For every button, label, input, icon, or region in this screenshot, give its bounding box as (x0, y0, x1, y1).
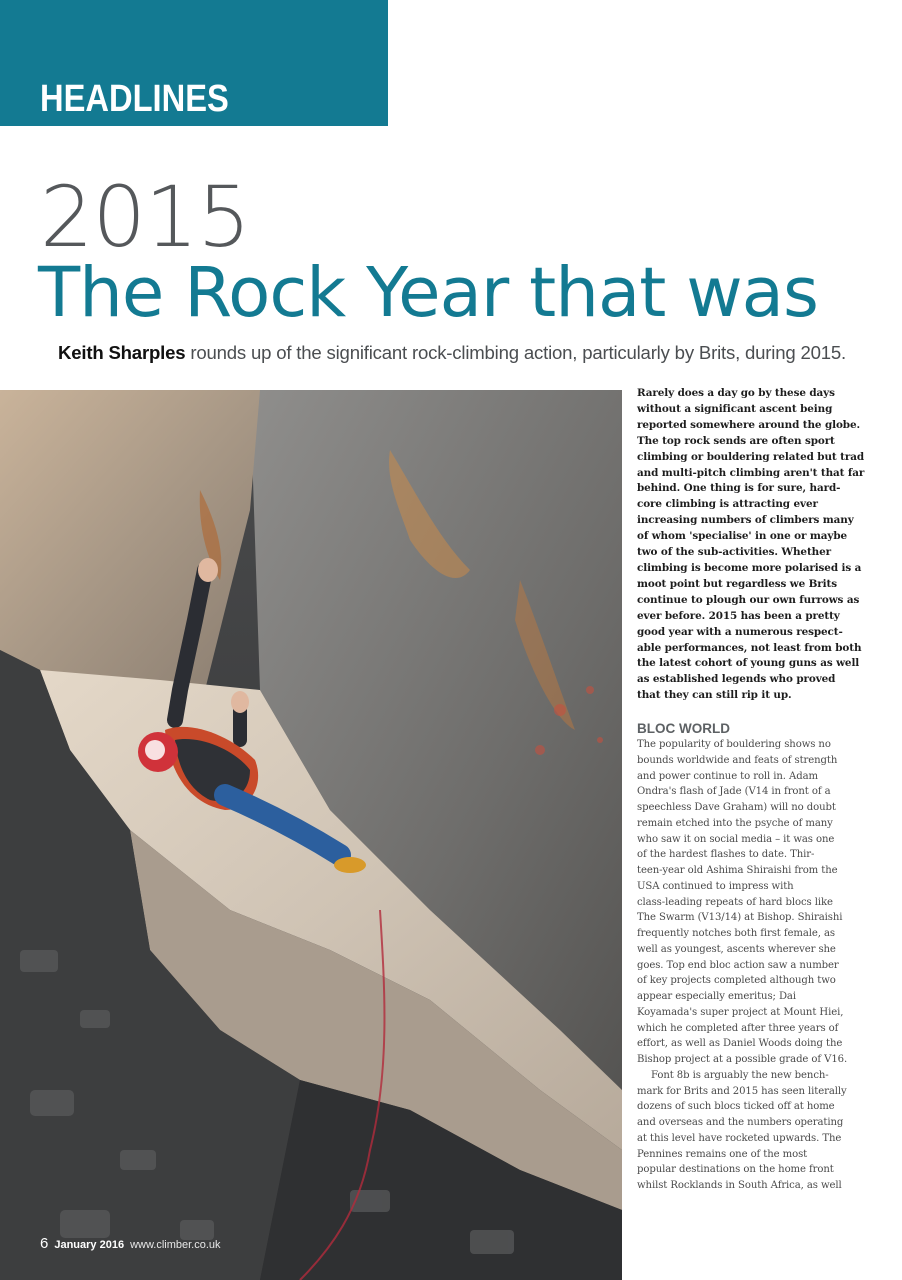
text-line: of whom 'specialise' in one or maybe (637, 530, 848, 543)
text-line: and multi-pitch climbing aren't that far (637, 466, 865, 479)
article-headline: The Rock Year that was (38, 253, 818, 333)
text-line: ever before. 2015 has been a pretty (637, 609, 840, 622)
article-year: 2015 (40, 168, 250, 266)
text-line: two of the sub-activities. Whether (637, 546, 831, 559)
text-line: climbing or bouldering related but trad (637, 450, 864, 463)
section-banner (0, 0, 388, 126)
text-line: as established legends who proved (637, 673, 836, 686)
text-line: and power continue to roll in. Adam (637, 770, 818, 782)
page-folio (40, 1235, 221, 1253)
climber-photo-icon (0, 390, 622, 1280)
text-line: good year with a numerous respect- (637, 625, 843, 638)
text-line: which he completed after three years of (637, 1022, 839, 1034)
text-line: appear especially emeritus; Dai (637, 991, 796, 1003)
text-line: of the hardest flashes to date. Thir- (637, 849, 815, 861)
text-line: of key projects completed although two (637, 975, 836, 987)
intro-paragraph (637, 386, 865, 704)
text-line: Bishop project at a possible grade of V16. (637, 1054, 848, 1066)
text-line: core climbing is attracting ever (637, 498, 818, 511)
body-paragraph-1 (637, 737, 855, 1068)
text-line: moot point but regardless we Brits (637, 577, 837, 590)
text-line: continue to plough our own furrows as (637, 593, 860, 606)
text-line: Rarely does a day go by these days (637, 387, 835, 399)
text-line: The popularity of bouldering shows no (637, 739, 831, 751)
text-line: the latest cohort of young guns as well (637, 657, 860, 670)
section-label: HEADLINES (40, 78, 229, 120)
text-line: behind. One thing is for sure, hard- (637, 482, 841, 495)
text-line: popular destinations on the home front (637, 1164, 834, 1176)
text-line: USA continued to impress with (637, 880, 794, 892)
text-line: whilst Rocklands in South Africa, as well (637, 1180, 842, 1192)
text-line: frequently notches both first female, as (637, 928, 835, 940)
text-line: The Swarm (V13/14) at Bishop. Shiraishi (637, 912, 843, 924)
text-line: mark for Brits and 2015 has seen literally (637, 1085, 847, 1097)
text-line: Pennines remains one of the most (637, 1148, 808, 1160)
text-line: goes. Top end bloc action saw a number (637, 959, 839, 971)
issue-date: January 2016 (54, 1239, 125, 1251)
text-line: teen-year old Ashima Shiraishi from the (637, 865, 838, 877)
article-column (637, 386, 865, 1194)
climber-photo (0, 390, 622, 1280)
text-line: The top rock sends are often sport (637, 434, 835, 447)
text-line: at this level have rocketed upwards. The (637, 1132, 842, 1144)
text-line: effort, as well as Daniel Woods doing the (637, 1038, 843, 1050)
text-line: bounds worldwide and feats of strength (637, 754, 838, 766)
text-line: class-leading repeats of hard blocs like (637, 896, 833, 908)
standfirst-text: rounds up of the significant rock-climbing action, particularly by Brits, during 2015. (185, 342, 846, 363)
text-line: and overseas and the numbers operating (637, 1117, 844, 1129)
section-subhead: BLOC WORLD (637, 721, 730, 737)
text-line: Ondra's flash of Jade (V14 in front of a (637, 786, 831, 798)
text-line: able performances, not least from both (637, 641, 862, 654)
text-line: that they can still rip it up. (637, 689, 792, 702)
text-line: increasing numbers of climbers many (637, 514, 854, 527)
text-line: speechless Dave Graham) will no doubt (637, 802, 836, 814)
text-line: Font 8b is arguably the new bench- (651, 1069, 829, 1081)
text-line: dozens of such blocs ticked off at home (637, 1101, 835, 1113)
page-number: 6 (40, 1235, 49, 1252)
text-line: reported somewhere around the globe. (637, 418, 860, 431)
text-line: without a significant ascent being (637, 402, 833, 415)
body-paragraph-2 (637, 1068, 855, 1194)
text-line: well as youngest, ascents wherever she (637, 943, 836, 955)
standfirst (58, 342, 848, 364)
text-line: climbing is become more polarised is a (637, 561, 862, 574)
author-name: Keith Sharples (58, 342, 186, 363)
text-line: who saw it on social media – it was one (637, 833, 835, 845)
text-line: Koyamada's super project at Mount Hiei, (637, 1006, 844, 1018)
magazine-url[interactable]: www.climber.co.uk (130, 1239, 221, 1251)
text-line: remain etched into the psyche of many (637, 817, 833, 829)
